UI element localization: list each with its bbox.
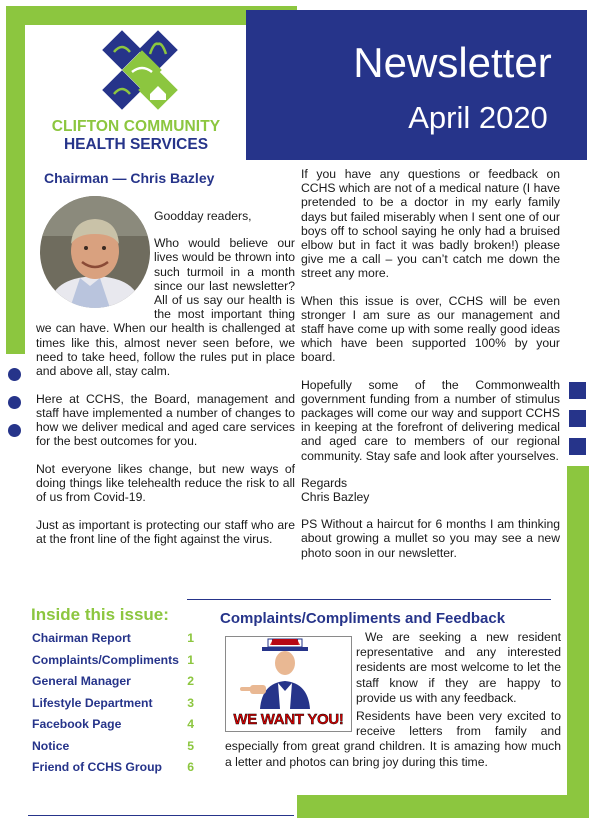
diamond-hands-house-logo <box>88 28 208 118</box>
toc-label: Chairman Report <box>32 631 131 645</box>
masthead-date: April 2020 <box>408 100 548 135</box>
inside-issue-heading: Inside this issue: <box>31 605 169 624</box>
signoff: Regards <box>301 475 348 490</box>
greeting: Goodday readers, <box>154 209 252 223</box>
photo-space <box>36 195 154 309</box>
toc-label: Friend of CCHS Group <box>32 760 162 774</box>
toc-label: Notice <box>32 738 70 753</box>
bullet-dot <box>8 424 21 437</box>
table-of-contents <box>32 628 200 779</box>
toc-item[interactable] <box>32 628 200 650</box>
toc-item[interactable] <box>32 714 200 736</box>
body-paragraph: Just as important is protecting our staff who are at the front line of the fight against the virus. <box>36 518 295 547</box>
toc-label: Lifestyle Department <box>32 695 153 710</box>
toc-label: General Manager <box>32 674 131 688</box>
body-paragraph: Here at CCHS, the Board, management and staff have implemented a number of changes to how we deliver medical and aged care services for the best outcomes for you. <box>36 391 295 449</box>
body-paragraph: Not everyone likes change, but new ways of doing things like telehealth reduce the risk to all of us from Covid-19. <box>36 462 295 505</box>
complaints-body <box>225 630 561 773</box>
toc-label: Complaints/Compliments <box>32 652 179 667</box>
toc-item[interactable] <box>32 736 200 758</box>
toc-item[interactable] <box>32 671 200 693</box>
toc-page: 3 <box>187 695 194 710</box>
green-frame-bottom <box>297 795 589 818</box>
body-paragraph: When this issue is over, CCHS will be even stronger I am sure as our management and staff have come up with some really good ideas which have been supported 100% by your board. <box>301 293 560 365</box>
complaints-paragraph: We are seeking a new resident representative and any interested residents are most welcome to let the staff know if they are happy to provide us with any feedback. <box>356 630 561 705</box>
bullet-square <box>569 382 586 399</box>
body-paragraph: Who would believe our lives would be thrown into such turmoil in a month since our last newsletter? All of us say our health is the most important thing we can have. When our health is challenged at times like this, almost never seen before, we need to take heed, follow the rules put in place and above all, stay calm. <box>36 236 295 379</box>
bullet-square <box>569 438 586 455</box>
toc-page: 4 <box>187 717 194 731</box>
toc-page: 1 <box>187 652 194 667</box>
toc-item[interactable] <box>32 757 200 779</box>
toc-page: 2 <box>187 674 194 688</box>
body-paragraph: Hopefully some of the Commonwealth government funding from a number of stimulus packages will come our way and support CCHS in keeping at the forefront of delivering medical and aged care to members of our regional community. Stay safe and look after yourselves. <box>301 377 560 463</box>
toc-item[interactable] <box>32 650 200 672</box>
masthead-title: Newsletter <box>353 39 552 86</box>
body-paragraph: If you have any questions or feedback on CCHS which are not of a medical nature (I have pretended to be a doctor in my early family days but failed miserably when I sent one of our boys off to school saying he only had a bruised elbow but in fact it was badly broken!) please give me a call – you can’t catch me down the street any more. <box>301 167 560 281</box>
bullet-dot <box>8 368 21 381</box>
logo-name-line1: CLIFTON COMMUNITY <box>51 118 221 135</box>
chairman-column-right <box>301 167 560 573</box>
poster-space <box>225 636 356 728</box>
toc-page: 1 <box>187 631 194 645</box>
signature-name: Chris Bazley <box>301 490 370 505</box>
toc-item[interactable] <box>32 693 200 715</box>
toc-label: Facebook Page <box>32 717 122 731</box>
section-divider <box>28 815 294 816</box>
toc-page: 6 <box>187 760 194 774</box>
chairman-column-left <box>36 209 295 560</box>
chairman-heading: Chairman — Chris Bazley <box>44 170 215 186</box>
toc-page: 5 <box>187 738 194 753</box>
bullet-dot <box>8 396 21 409</box>
complaints-heading: Complaints/Compliments and Feedback <box>220 610 506 627</box>
bullet-square <box>569 410 586 427</box>
green-frame-right <box>567 466 589 818</box>
signoff-block <box>301 476 560 504</box>
postscript: PS Without a haircut for 6 months I am thinking about growing a mullet so you may see a new photo soon in our newsletter. <box>301 517 560 560</box>
section-divider <box>187 599 551 600</box>
logo-name-line2: HEALTH SERVICES <box>63 136 209 153</box>
body-paragraph: Residents have been very excited to receive letters from family and especially from great grand children. It is amazing how much a letter and photos can bring joy during this time. <box>225 709 561 769</box>
poster-caption: WE WANT YOU! <box>233 711 344 728</box>
